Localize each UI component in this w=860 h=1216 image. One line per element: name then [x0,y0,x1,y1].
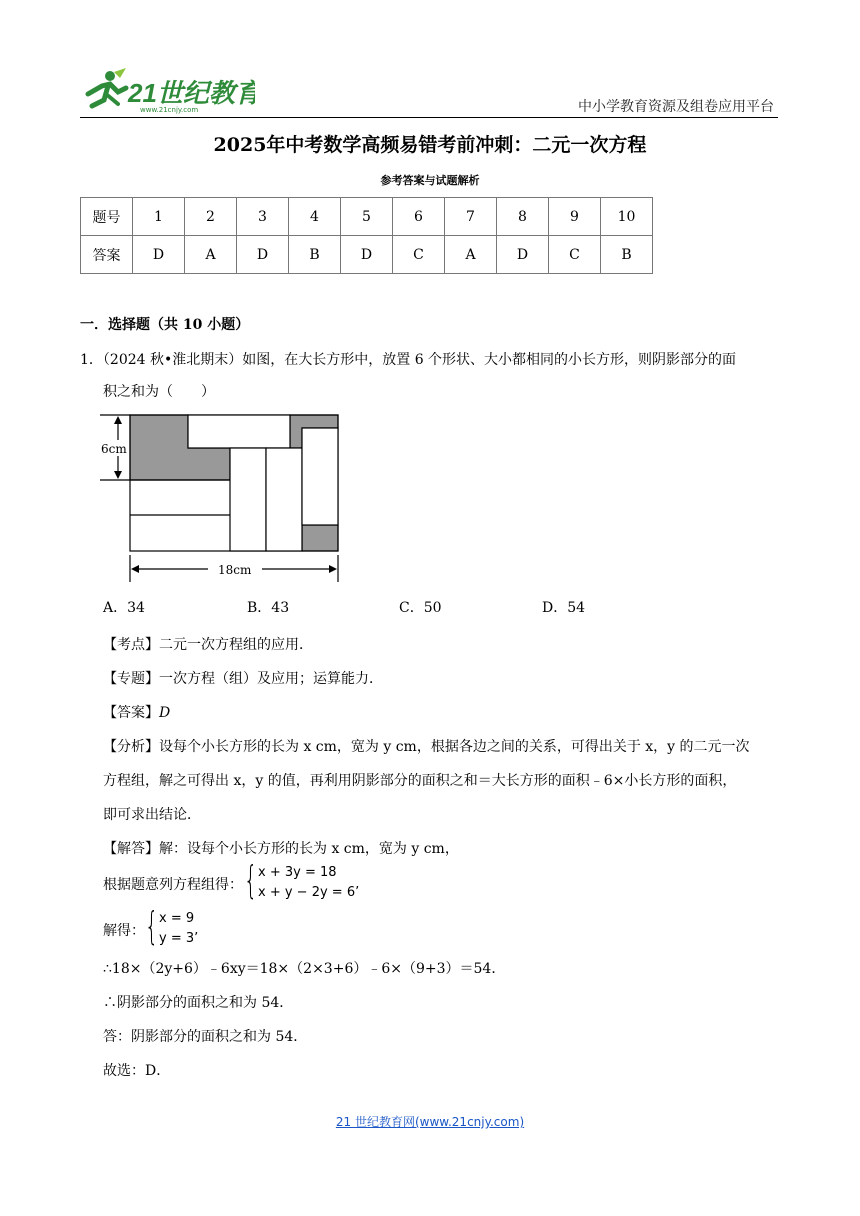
setup-label: 根据题意列方程组得： [103,877,243,893]
table-cell: A [445,236,497,274]
solution-system [145,904,225,951]
table-cell: D [497,236,549,274]
equation-1: x + 3y = 18 [258,865,337,880]
table-cell: 6 [393,198,445,236]
solve-label: 解得： [103,923,145,939]
table-cell: C [549,236,601,274]
site-logo [80,64,255,114]
table-cell: 4 [289,198,341,236]
zhuanti: 【专题】一次方程（组）及应用；运算能力． [103,671,383,687]
table-cell: D [237,236,289,274]
table-header-cell: 题号 [81,198,133,236]
choice-a: A．34 [103,600,145,616]
document-title: 2025年中考数学高频易错考前冲刺：二元一次方程 [213,134,647,156]
choice-b: B．43 [247,600,290,616]
answer-line [103,702,170,722]
brace-icon: { [244,858,258,902]
analysis-line-2: 方程组，解之可得出 x，y 的值，再利用阴影部分的面积之和＝大长方形的面积﹣6×小长方形的面积， [103,773,737,789]
calculation: ∴18×（2y+6）﹣6xy＝18×（2×3+6）﹣6×（9+3）＝54． [103,961,506,977]
equation-2: x + y − 2y = 6’ [258,885,360,900]
analysis-line-3: 即可求出结论． [103,807,201,823]
solution-2: y = 3’ [159,931,199,946]
conclusion-1: ∴阴影部分的面积之和为 54． [103,995,294,1011]
final-choice: 故选：D． [103,1063,171,1079]
table-row [81,198,653,236]
table-row [81,236,653,274]
table-cell: 9 [549,198,601,236]
answer-table [80,197,653,274]
header-divider [80,117,778,118]
choice-d: D．54 [542,600,586,616]
shaded-region [302,525,338,551]
conclusion-2: 答：阴影部分的面积之和为 54． [103,1029,308,1045]
table-header-cell: 答案 [81,236,133,274]
question-figure [96,410,346,588]
platform-name: 中小学教育资源及组卷应用平台 [578,99,774,115]
kaodian: 【考点】二元一次方程组的应用． [103,637,313,653]
analysis-line-1: 【分析】设每个小长方形的长为 x cm，宽为 y cm，根据各边之间的关系，可得出关于 x，y 的二元一次 [103,739,750,755]
table-cell: 5 [341,198,393,236]
footer-link[interactable]: 21 世纪教育网(www.21cnjy.com) [335,1115,525,1129]
document-subtitle: 参考答案与试题解析 [380,174,480,187]
logo-url: www.21cnjy.com [140,106,199,114]
table-cell: 7 [445,198,497,236]
runner-icon [88,68,126,106]
table-cell: 10 [601,198,653,236]
table-cell: B [601,236,653,274]
table-cell: D [341,236,393,274]
question-stem-cont: 积之和为（ ） [103,384,215,400]
footer [0,1113,860,1130]
table-cell: A [185,236,237,274]
answer-label: 【答案】 [103,705,159,721]
width-label: 18cm [218,563,252,577]
table-cell: 3 [237,198,289,236]
table-cell: D [133,236,185,274]
height-label: 6cm [101,442,127,456]
equation-setup [103,874,243,894]
equation-system [244,858,404,905]
section-heading: 一．选择题（共 10 小题） [80,317,250,333]
choice-c: C．50 [399,600,442,616]
answer-value: D [159,705,171,721]
solution-1: x = 9 [159,911,195,926]
table-cell: 8 [497,198,549,236]
table-cell: 1 [133,198,185,236]
table-cell: 2 [185,198,237,236]
question-stem: 1．（2024 秋•淮北期末）如图，在大长方形中，放置 6 个形状、大小都相同的小长方形，则阴影部分的面 [80,352,737,368]
brace-icon: { [145,904,159,948]
table-cell: B [289,236,341,274]
solution-intro: 【解答】解：设每个小长方形的长为 x cm，宽为 y cm， [103,841,459,857]
logo-text: 21世纪教育 [128,78,255,108]
table-cell: C [393,236,445,274]
